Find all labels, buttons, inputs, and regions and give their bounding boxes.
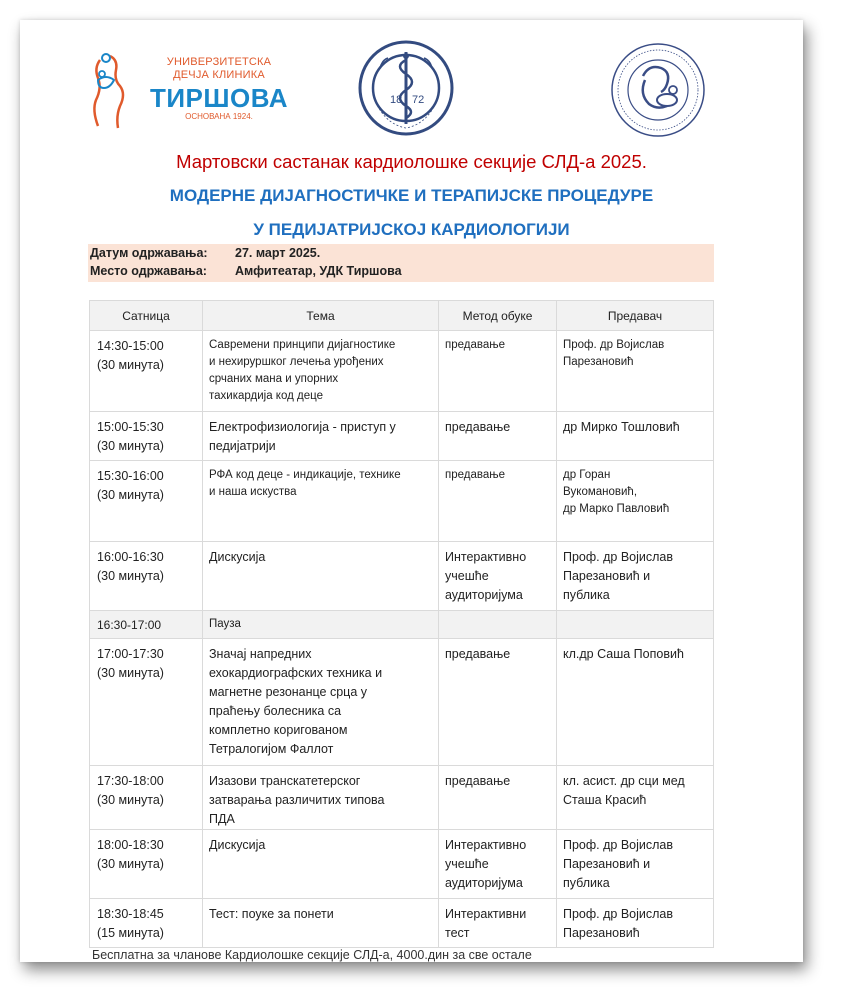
method-line: учешће [445,569,489,583]
cell-method [439,766,557,830]
time-line: (30 минута) [97,358,164,372]
speaker-line: публика [563,876,610,890]
time-line: 18:30-18:45 [97,907,164,921]
cell-time [90,830,203,899]
clinic-logo-line2: ДЕЧЈА КЛИНИКА [173,69,265,81]
topic-line: затварања различитих типова [209,793,385,807]
cell-method [439,331,557,412]
cell-speaker [557,639,714,766]
cell-speaker [557,611,714,639]
cell-topic [203,766,439,830]
date-value: 27. март 2025. [235,246,321,260]
cell-speaker [557,830,714,899]
cell-method [439,611,557,639]
topic-line: ПДА [209,812,235,826]
event-info-box [88,244,714,282]
header-speaker: Предавач [557,301,714,331]
cell-time [90,542,203,611]
topic-line: ехокардиографских техника и [209,666,383,680]
header-time: Сатница [90,301,203,331]
topic-line: Тест: поуке за понети [209,907,334,921]
header-topic: Тема [203,301,439,331]
speaker-line: Проф. др Војислав [563,339,665,351]
mother-feeding-child-icon [603,40,713,140]
speaker-line: Проф. др Војислав [563,550,674,564]
cell-topic [203,412,439,461]
method-line: Интерактивно [445,550,527,564]
cell-time [90,611,203,639]
method-line: тест [445,926,470,940]
footer-note: Бесплатна за чланове Кардиолошке секције СЛД-а, 4000.дин за све остале [92,948,532,962]
cell-method [439,830,557,899]
table-row [90,899,714,948]
clinic-logo-founded: ОСНОВАНА 1924. [185,112,253,121]
time-line: (30 минута) [97,488,164,502]
time-line: 17:00-17:30 [97,647,164,661]
speaker-line: др Горан [563,469,611,481]
method-line: учешће [445,857,489,871]
time-line: (30 минута) [97,569,164,583]
seal-year-left: 18 [390,94,403,106]
cell-topic [203,542,439,611]
topic-line: Дискусија [209,550,266,564]
topic-line: и нехируршког лечења урођених [209,356,384,368]
time-line: 17:30-18:00 [97,774,164,788]
cell-method [439,542,557,611]
method-line: предавање [445,469,505,481]
time-line: 18:00-18:30 [97,838,164,852]
cell-time [90,766,203,830]
method-line: предавање [445,647,511,661]
clinic-logo-line1: УНИВЕРЗИТЕТСКА [166,56,272,68]
method-line: предавање [445,339,505,351]
method-line: Интерактивни [445,907,527,921]
cell-time [90,899,203,948]
medical-society-seal [356,38,456,138]
place-value: Амфитеатар, УДК Тиршова [235,264,402,278]
method-line: предавање [445,420,511,434]
table-row [90,461,714,542]
place-row [90,264,402,278]
time-line: (30 минута) [97,439,164,453]
topic-line: Пауза [209,618,241,630]
cell-topic [203,830,439,899]
table-row [90,766,714,830]
cell-speaker [557,412,714,461]
speaker-line: Парезановић [563,356,634,368]
cell-time [90,461,203,542]
topic-line: и наша искуства [209,486,297,498]
topic-line: Изазови транскатетерског [209,774,361,788]
seal-year-right: 72 [412,94,425,106]
topic-title-line1: МОДЕРНЕ ДИЈАГНОСТИЧКЕ И ТЕРАПИЈСКЕ ПРОЦЕДУРЕ [169,186,654,205]
time-line: 15:30-16:00 [97,469,164,483]
speaker-line: Сташа Красић [563,793,647,807]
cell-method [439,412,557,461]
topic-line: педијатрији [209,439,276,453]
topic-line: праћењу болесника са [209,704,342,718]
time-line: (30 минута) [97,857,164,871]
time-line: (30 минута) [97,793,164,807]
cell-topic [203,461,439,542]
speaker-line: др Марко Павловић [563,503,670,515]
clinic-logo-text [139,56,299,122]
date-row [90,246,320,260]
topic-line: Савремени принципи дијагностике [209,339,396,351]
place-label: Место одржавања: [90,264,207,278]
time-line: 16:30-17:00 [97,618,162,632]
mother-child-icon [86,50,128,130]
cell-method [439,461,557,542]
time-line: 16:00-16:30 [97,550,164,564]
document-page [20,20,803,962]
speaker-line: публика [563,588,610,602]
topic-line: РФА код деце - индикације, технике [209,469,401,481]
topic-line: Значај напредних [209,647,312,661]
speaker-line: Проф. др Војислав [563,838,674,852]
time-line: 15:00-15:30 [97,420,164,434]
topic-line: комплетно коригованом [209,723,348,737]
cell-speaker [557,461,714,542]
speaker-line: Парезановић и [563,857,651,871]
topic-line: Електрофизиологија - приступ у [209,420,396,434]
topic-line: Дискусија [209,838,266,852]
meeting-title: Мартовски састанак кардиолошке секције СЛД-а 2025. [176,151,647,172]
cell-method [439,639,557,766]
table-header-row [90,301,714,331]
cell-topic [203,639,439,766]
method-line: аудиторијума [445,876,523,890]
cell-topic [203,331,439,412]
schedule-table [89,300,714,948]
time-line: 14:30-15:00 [97,339,164,353]
cell-time [90,639,203,766]
speaker-line: кл. асист. др сци мед [563,774,685,788]
cell-time [90,412,203,461]
schedule-body [90,331,714,948]
method-line: предавање [445,774,511,788]
caduceus-seal-icon [356,38,456,138]
topic-line: магнетне резонанце срца у [209,685,368,699]
clinic-logo-brand: ТИРШОВА [149,83,289,113]
table-row [90,639,714,766]
speaker-line: Парезановић [563,926,640,940]
speaker-line: др Мирко Тошловић [563,420,680,434]
method-line: Интерактивно [445,838,527,852]
speaker-line: Парезановић и [563,569,651,583]
cell-speaker [557,542,714,611]
cell-method [439,899,557,948]
clinic-logo [86,50,289,130]
cell-speaker [557,331,714,412]
speaker-line: кл.др Саша Поповић [563,647,684,661]
table-row [90,331,714,412]
cell-topic [203,611,439,639]
header-method: Метод обуке [439,301,557,331]
speaker-line: Проф. др Војислав [563,907,674,921]
cell-time [90,331,203,412]
topic-title-line2: У ПЕДИЈАТРИЈСКОЈ КАРДИОЛОГИЈИ [253,220,570,239]
topic-line: тахикардија код деце [209,390,323,402]
pause-row [90,611,714,639]
cell-speaker [557,766,714,830]
cell-speaker [557,899,714,948]
topic-line: срчаних мана и упорних [209,373,339,385]
table-row [90,412,714,461]
table-row [90,542,714,611]
topic-line: Тетралогијом Фаллот [209,742,334,756]
time-line: (30 минута) [97,666,164,680]
speaker-line: Вукомановић, [563,486,638,498]
date-label: Датум одржавања: [90,246,208,260]
method-line: аудиторијума [445,588,523,602]
mother-child-institute-seal [603,40,713,140]
time-line: (15 минута) [97,926,164,940]
table-row [90,830,714,899]
cell-topic [203,899,439,948]
